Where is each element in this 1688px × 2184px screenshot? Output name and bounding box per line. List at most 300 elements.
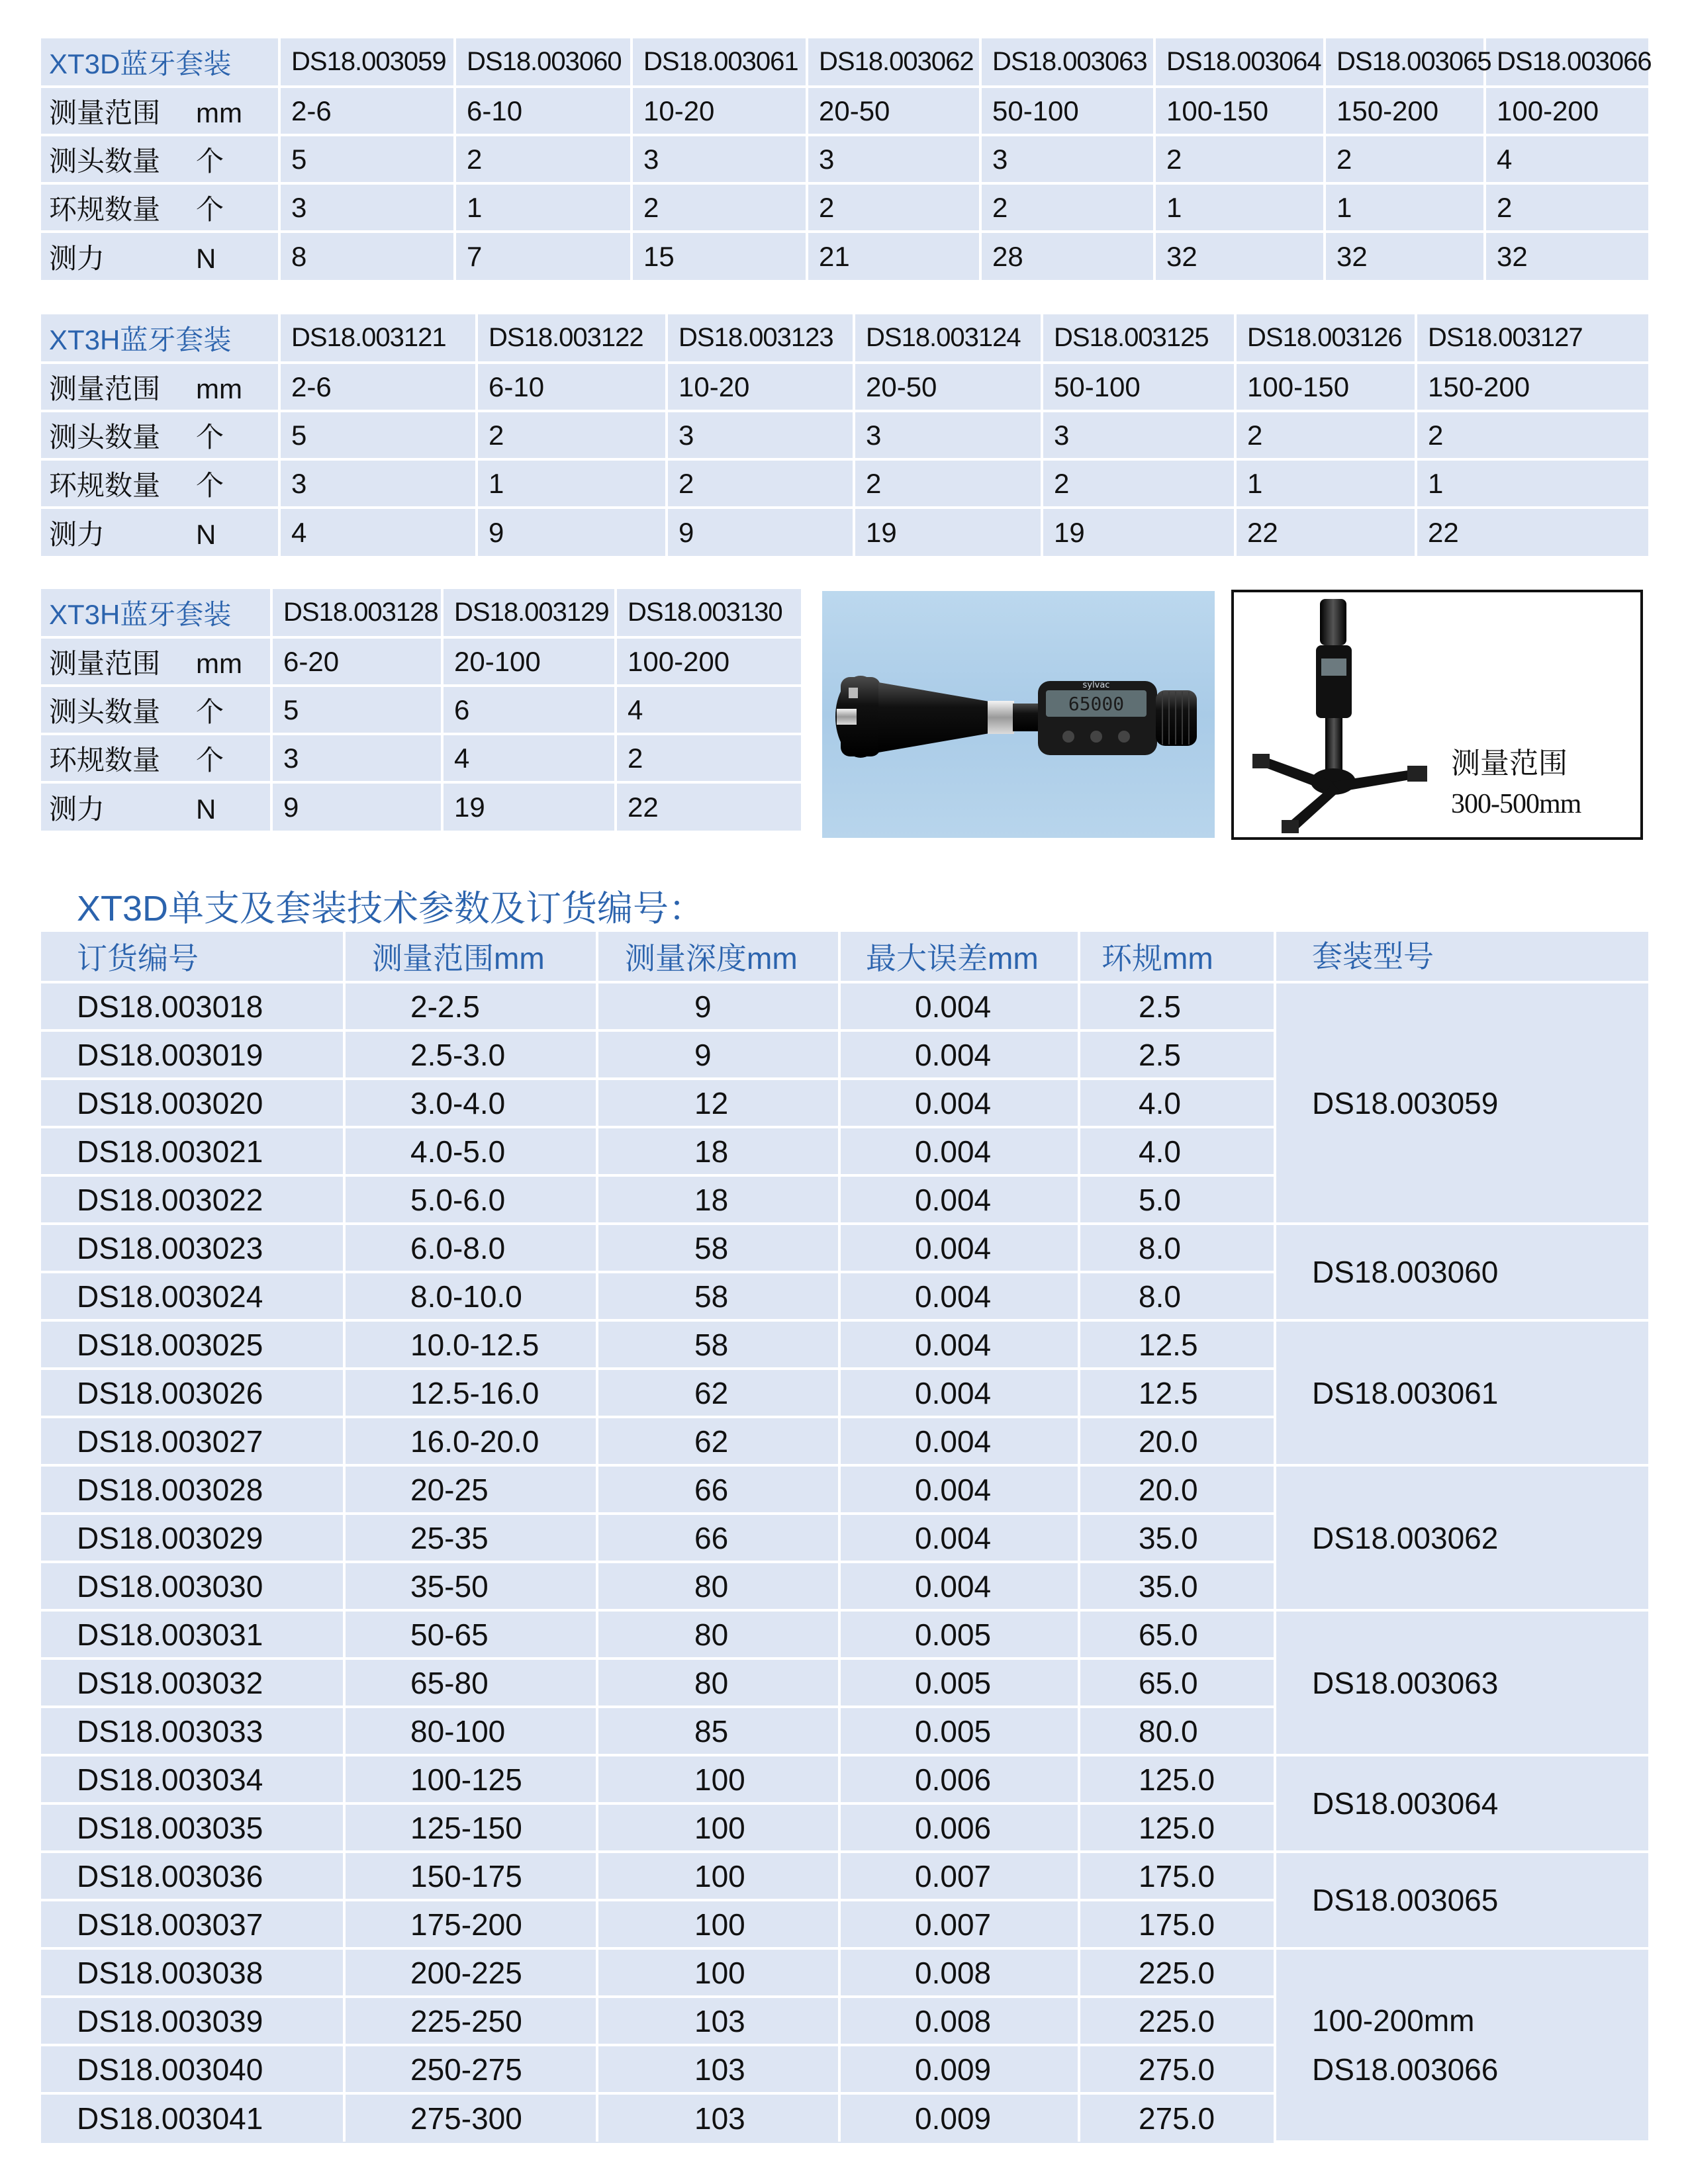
header-depth: 测量深度mm	[597, 932, 839, 982]
order-number: DS18.003028	[41, 1465, 344, 1514]
depth-value: 80	[597, 1610, 839, 1659]
kit-code: DS18.003064	[1154, 38, 1325, 87]
cell-value: 9	[477, 508, 667, 556]
ring-value: 275.0	[1079, 2093, 1275, 2142]
cell-value: 1	[1235, 459, 1416, 508]
ring-value: 175.0	[1079, 1852, 1275, 1900]
cell-value: 4	[1485, 135, 1648, 183]
xt3h-kit-table	[41, 314, 1648, 556]
depth-value: 58	[597, 1224, 839, 1272]
ring-value: 65.0	[1079, 1659, 1275, 1707]
cell-value: 100-200	[1485, 87, 1648, 135]
max-error-value: 0.009	[839, 2045, 1079, 2093]
cell-value: 5	[279, 411, 477, 459]
row-label-text: 环规数量	[49, 193, 161, 225]
row-label	[41, 135, 279, 183]
max-error-value: 0.004	[839, 1369, 1079, 1417]
table-header-row	[41, 932, 1648, 982]
cell-value: 3	[807, 135, 980, 183]
row-label-text: 环规数量	[49, 469, 161, 501]
row-label	[41, 459, 279, 508]
max-error-value: 0.006	[839, 1755, 1079, 1803]
depth-value: 100	[597, 1852, 839, 1900]
range-value: 80-100	[344, 1707, 597, 1755]
order-number: DS18.003040	[41, 2045, 344, 2093]
row-label-text: 测头数量	[49, 145, 161, 177]
cell-value: 10-20	[667, 363, 854, 411]
cell-value: 2	[477, 411, 667, 459]
ring-value: 4.0	[1079, 1127, 1275, 1175]
depth-value: 100	[597, 1948, 839, 1997]
table-row	[41, 1948, 1648, 1997]
order-number: DS18.003029	[41, 1514, 344, 1562]
kit-title: XT3H蓝牙套装	[41, 314, 279, 363]
depth-value: 100	[597, 1900, 839, 1948]
ring-value: 125.0	[1079, 1803, 1275, 1852]
cell-value: 6-20	[271, 637, 442, 686]
cell-value: 32	[1325, 232, 1485, 280]
row-label	[41, 411, 279, 459]
max-error-value: 0.007	[839, 1900, 1079, 1948]
row-label	[41, 508, 279, 556]
xt3d-kit-table	[41, 38, 1652, 280]
cell-value: 22	[1416, 508, 1648, 556]
brand-label: sylvac	[1082, 680, 1110, 690]
table-row	[41, 637, 801, 686]
range-value: 65-80	[344, 1659, 597, 1707]
row-label-text: 测量范围	[49, 373, 161, 404]
ring-value: 125.0	[1079, 1755, 1275, 1803]
kit-code: DS18.003122	[477, 314, 667, 363]
range-value: 16.0-20.0	[344, 1417, 597, 1465]
table-row	[41, 686, 801, 734]
range-value: 5.0-6.0	[344, 1175, 597, 1224]
order-number: DS18.003031	[41, 1610, 344, 1659]
large-gauge-frame	[1231, 590, 1643, 840]
cell-value: 4	[616, 686, 801, 734]
ring-value: 20.0	[1079, 1465, 1275, 1514]
cell-value: 4	[279, 508, 477, 556]
cell-value: 9	[271, 782, 442, 831]
kit-model: DS18.003061	[1275, 1320, 1648, 1465]
max-error-value: 0.005	[839, 1610, 1079, 1659]
table-row	[41, 411, 1648, 459]
cell-value: 9	[667, 508, 854, 556]
caption-range: 300-500mm	[1451, 789, 1581, 819]
ring-value: 12.5	[1079, 1320, 1275, 1369]
kit-model: DS18.003064	[1275, 1755, 1648, 1852]
range-value: 2.5-3.0	[344, 1030, 597, 1079]
kit-code: DS18.003130	[616, 589, 801, 637]
range-value: 35-50	[344, 1562, 597, 1610]
range-value: 12.5-16.0	[344, 1369, 597, 1417]
depth-value: 100	[597, 1755, 839, 1803]
table-row	[41, 459, 1648, 508]
order-number: DS18.003033	[41, 1707, 344, 1755]
depth-value: 58	[597, 1320, 839, 1369]
max-error-value: 0.006	[839, 1803, 1079, 1852]
cell-value: 1	[1154, 183, 1325, 232]
order-number: DS18.003019	[41, 1030, 344, 1079]
order-number: DS18.003026	[41, 1369, 344, 1417]
depth-value: 62	[597, 1417, 839, 1465]
row-label-unit: 个	[196, 193, 224, 225]
depth-value: 103	[597, 1997, 839, 2045]
cell-value: 21	[807, 232, 980, 280]
cell-value: 3	[632, 135, 807, 183]
row-label	[41, 686, 271, 734]
max-error-value: 0.004	[839, 1175, 1079, 1224]
cell-value: 7	[455, 232, 632, 280]
cell-value: 3	[1042, 411, 1235, 459]
row-label	[41, 183, 279, 232]
row-label	[41, 363, 279, 411]
depth-value: 18	[597, 1175, 839, 1224]
row-label-text: 测头数量	[49, 696, 161, 727]
range-value: 3.0-4.0	[344, 1079, 597, 1127]
cell-value: 2-6	[279, 87, 455, 135]
depth-value: 58	[597, 1272, 839, 1320]
ring-value: 20.0	[1079, 1417, 1275, 1465]
range-value: 275-300	[344, 2093, 597, 2142]
cell-value: 150-200	[1416, 363, 1648, 411]
row-label-unit: mm	[196, 373, 242, 404]
cell-value: 6-10	[455, 87, 632, 135]
kit-model: DS18.003063	[1275, 1610, 1648, 1755]
row-label-text: 测量范围	[49, 647, 161, 679]
range-value: 6.0-8.0	[344, 1224, 597, 1272]
depth-value: 18	[597, 1127, 839, 1175]
row-label-unit: mm	[196, 647, 242, 679]
kit-code: DS18.003127	[1416, 314, 1648, 363]
row-label	[41, 734, 271, 782]
cell-value: 100-150	[1154, 87, 1325, 135]
order-number: DS18.003038	[41, 1948, 344, 1997]
cell-value: 3	[271, 734, 442, 782]
order-number: DS18.003023	[41, 1224, 344, 1272]
order-number: DS18.003025	[41, 1320, 344, 1369]
ring-value: 275.0	[1079, 2045, 1275, 2093]
ring-value: 2.5	[1079, 982, 1275, 1030]
table-row	[41, 1224, 1648, 1272]
row-label-unit: N	[196, 793, 216, 825]
depth-value: 80	[597, 1562, 839, 1610]
range-value: 50-65	[344, 1610, 597, 1659]
header-kit: 套装型号	[1275, 932, 1648, 982]
cell-value: 3	[279, 183, 455, 232]
kit-model	[1275, 1948, 1648, 2142]
order-number: DS18.003034	[41, 1755, 344, 1803]
order-number: DS18.003036	[41, 1852, 344, 1900]
cell-value: 6-10	[477, 363, 667, 411]
cell-value: 32	[1154, 232, 1325, 280]
kit-model: DS18.003065	[1275, 1852, 1648, 1948]
ring-value: 175.0	[1079, 1900, 1275, 1948]
ring-value: 5.0	[1079, 1175, 1275, 1224]
order-number-table	[41, 932, 1648, 2143]
kit-title: XT3D蓝牙套装	[41, 38, 279, 87]
max-error-value: 0.008	[839, 1997, 1079, 2045]
range-value: 150-175	[344, 1852, 597, 1900]
max-error-value: 0.007	[839, 1852, 1079, 1900]
row-label	[41, 232, 279, 280]
table-row	[41, 232, 1648, 280]
cell-value: 4	[442, 734, 616, 782]
range-value: 100-125	[344, 1755, 597, 1803]
table-row	[41, 1465, 1648, 1514]
row-label-unit: N	[196, 242, 216, 274]
range-value: 8.0-10.0	[344, 1272, 597, 1320]
cell-value: 3	[279, 459, 477, 508]
header-max-error: 最大误差mm	[839, 932, 1079, 982]
ring-value: 2.5	[1079, 1030, 1275, 1079]
kit-title: XT3H蓝牙套装	[41, 589, 271, 637]
max-error-value: 0.005	[839, 1659, 1079, 1707]
max-error-value: 0.004	[839, 1224, 1079, 1272]
row-label-unit: 个	[196, 744, 224, 776]
order-number: DS18.003022	[41, 1175, 344, 1224]
ring-value: 225.0	[1079, 1997, 1275, 2045]
range-value: 200-225	[344, 1948, 597, 1997]
cell-value: 1	[477, 459, 667, 508]
table-row	[41, 183, 1648, 232]
caption-label: 测量范围	[1451, 747, 1568, 780]
row-label-unit: 个	[196, 421, 224, 453]
table-header-row	[41, 589, 801, 637]
header-order-no: 订货编号	[41, 932, 344, 982]
depth-value: 103	[597, 2093, 839, 2142]
kit-model-code: DS18.003066	[1312, 2052, 1499, 2087]
kit-code: DS18.003121	[279, 314, 477, 363]
table-row	[41, 1852, 1648, 1900]
ring-value: 225.0	[1079, 1948, 1275, 1997]
depth-value: 66	[597, 1465, 839, 1514]
cell-value: 22	[1235, 508, 1416, 556]
range-value: 4.0-5.0	[344, 1127, 597, 1175]
range-value: 2-2.5	[344, 982, 597, 1030]
depth-value: 66	[597, 1514, 839, 1562]
cell-value: 2	[616, 734, 801, 782]
cell-value: 2	[980, 183, 1154, 232]
row-label-unit: N	[196, 518, 216, 550]
cell-value: 20-50	[854, 363, 1042, 411]
cell-value: 100-200	[616, 637, 801, 686]
order-number: DS18.003041	[77, 2101, 263, 2136]
range-value: 25-35	[344, 1514, 597, 1562]
row-label-text: 测量范围	[49, 97, 161, 128]
ring-value: 80.0	[1079, 1707, 1275, 1755]
cell-value: 2	[1154, 135, 1325, 183]
range-value: 20-25	[344, 1465, 597, 1514]
row-label-text: 环规数量	[49, 744, 161, 776]
cell-value: 3	[980, 135, 1154, 183]
cell-value: 1	[455, 183, 632, 232]
bore-gauge-photo	[822, 591, 1215, 838]
cell-value: 2	[1416, 411, 1648, 459]
max-error-value: 0.004	[839, 1030, 1079, 1079]
order-number: DS18.003037	[41, 1900, 344, 1948]
kit-code: DS18.003125	[1042, 314, 1235, 363]
cell-value: 2	[1235, 411, 1416, 459]
cell-value: 2	[1325, 135, 1485, 183]
kit-model: DS18.003062	[1275, 1465, 1648, 1610]
row-label	[41, 87, 279, 135]
kit-code: DS18.003128	[271, 589, 442, 637]
header-range: 测量范围mm	[344, 932, 597, 982]
order-number: DS18.003024	[41, 1272, 344, 1320]
cell-value: 1	[1325, 183, 1485, 232]
range-value: 250-275	[344, 2045, 597, 2093]
row-label	[41, 782, 271, 831]
ring-value: 8.0	[1079, 1272, 1275, 1320]
range-value: 10.0-12.5	[344, 1320, 597, 1369]
order-number: DS18.003018	[41, 982, 344, 1030]
max-error-value: 0.004	[839, 1465, 1079, 1514]
cell-value: 1	[1416, 459, 1648, 508]
kit-code: DS18.003124	[854, 314, 1042, 363]
cell-value: 19	[854, 508, 1042, 556]
order-number: DS18.003030	[41, 1562, 344, 1610]
header-ring: 环规mm	[1079, 932, 1275, 982]
order-number: DS18.003039	[41, 1997, 344, 2045]
cell-value: 50-100	[1042, 363, 1235, 411]
row-label-unit: 个	[196, 145, 224, 177]
depth-value: 9	[597, 1030, 839, 1079]
cell-value: 3	[854, 411, 1042, 459]
cell-value: 100-150	[1235, 363, 1416, 411]
row-label-unit: 个	[196, 469, 224, 501]
max-error-value: 0.004	[839, 1562, 1079, 1610]
cell-value: 2	[807, 183, 980, 232]
cell-value: 3	[667, 411, 854, 459]
row-label-unit: 个	[196, 696, 224, 727]
cell-value: 20-100	[442, 637, 616, 686]
table-row	[41, 782, 801, 831]
cell-value: 5	[271, 686, 442, 734]
row-label-text: 测头数量	[49, 421, 161, 453]
range-value: 125-150	[344, 1803, 597, 1852]
ring-value: 12.5	[1079, 1369, 1275, 1417]
section-title: XT3D单支及套装技术参数及订货编号：	[77, 889, 705, 929]
cell-value: 15	[632, 232, 807, 280]
row-label-text: 测力	[49, 518, 105, 550]
max-error-value: 0.004	[839, 1127, 1079, 1175]
cell-value: 22	[616, 782, 801, 831]
kit-code: DS18.003063	[980, 38, 1154, 87]
cell-value: 50-100	[980, 87, 1154, 135]
max-error-value: 0.009	[839, 2093, 1079, 2142]
range-value: 175-200	[344, 1900, 597, 1948]
row-label-unit: mm	[196, 97, 242, 128]
ring-value: 35.0	[1079, 1514, 1275, 1562]
table-row	[41, 87, 1648, 135]
cell-value: 19	[442, 782, 616, 831]
ring-value: 35.0	[1079, 1562, 1275, 1610]
kit-code: DS18.003065	[1325, 38, 1485, 87]
depth-value: 9	[597, 982, 839, 1030]
max-error-value: 0.004	[839, 982, 1079, 1030]
row-label-text: 测力	[49, 793, 105, 825]
ring-value: 4.0	[1079, 1079, 1275, 1127]
kit-code: DS18.003066	[1485, 38, 1648, 87]
depth-value: 62	[597, 1369, 839, 1417]
max-error-value: 0.004	[839, 1320, 1079, 1369]
order-number: DS18.003021	[41, 1127, 344, 1175]
cell-value: 20-50	[807, 87, 980, 135]
cell-value: 2	[854, 459, 1042, 508]
table-row	[41, 734, 801, 782]
cell-value: 32	[1485, 232, 1648, 280]
bore-gauge-illustration	[822, 591, 1215, 838]
max-error-value: 0.004	[839, 1272, 1079, 1320]
max-error-value: 0.005	[839, 1707, 1079, 1755]
table-row	[41, 1610, 1648, 1659]
max-error-value: 0.004	[839, 1079, 1079, 1127]
table-header-row	[41, 314, 1648, 363]
cell-value: 10-20	[632, 87, 807, 135]
cell-value: 2	[667, 459, 854, 508]
kit-model: DS18.003059	[1275, 982, 1648, 1224]
cell-value: 2	[1042, 459, 1235, 508]
ring-value: 65.0	[1079, 1610, 1275, 1659]
kit-code: DS18.003062	[807, 38, 980, 87]
depth-value: 103	[597, 2045, 839, 2093]
depth-value: 80	[597, 1659, 839, 1707]
xt3h-kit-table-small	[41, 589, 801, 831]
cell-value: 2-6	[279, 363, 477, 411]
cell-value: 150-200	[1325, 87, 1485, 135]
kit-code: DS18.003061	[632, 38, 807, 87]
cell-value: 2	[455, 135, 632, 183]
kit-code: DS18.003060	[455, 38, 632, 87]
kit-code: DS18.003123	[667, 314, 854, 363]
order-number: DS18.003035	[41, 1803, 344, 1852]
max-error-value: 0.004	[839, 1417, 1079, 1465]
kit-code: DS18.003059	[279, 38, 455, 87]
table-row	[41, 982, 1648, 1030]
cell-value: 5	[279, 135, 455, 183]
table-header-row	[41, 38, 1648, 87]
cell-value: 28	[980, 232, 1154, 280]
kit-model: DS18.003060	[1275, 1224, 1648, 1320]
cell-value: 2	[1485, 183, 1648, 232]
max-error-value: 0.008	[839, 1948, 1079, 1997]
table-row	[41, 1755, 1648, 1803]
display-readout: 65000	[1068, 693, 1125, 715]
cell-value: 6	[442, 686, 616, 734]
cell-value: 2	[632, 183, 807, 232]
max-error-value: 0.004	[839, 1514, 1079, 1562]
order-number: DS18.003032	[41, 1659, 344, 1707]
cell-value: 8	[279, 232, 455, 280]
row-label	[41, 637, 271, 686]
kit-code: DS18.003129	[442, 589, 616, 637]
depth-value: 85	[597, 1707, 839, 1755]
depth-value: 12	[597, 1079, 839, 1127]
table-row	[41, 508, 1648, 556]
table-row	[41, 1320, 1648, 1369]
row-label-text: 测力	[49, 242, 105, 274]
table-row	[41, 135, 1648, 183]
order-number: DS18.003027	[41, 1417, 344, 1465]
order-number: DS18.003020	[41, 1079, 344, 1127]
ring-value: 8.0	[1079, 1224, 1275, 1272]
depth-value: 100	[597, 1803, 839, 1852]
cell-value: 19	[1042, 508, 1235, 556]
kit-model-range: 100-200mm	[1312, 2003, 1475, 2038]
range-value: 225-250	[344, 1997, 597, 2045]
kit-code: DS18.003126	[1235, 314, 1416, 363]
